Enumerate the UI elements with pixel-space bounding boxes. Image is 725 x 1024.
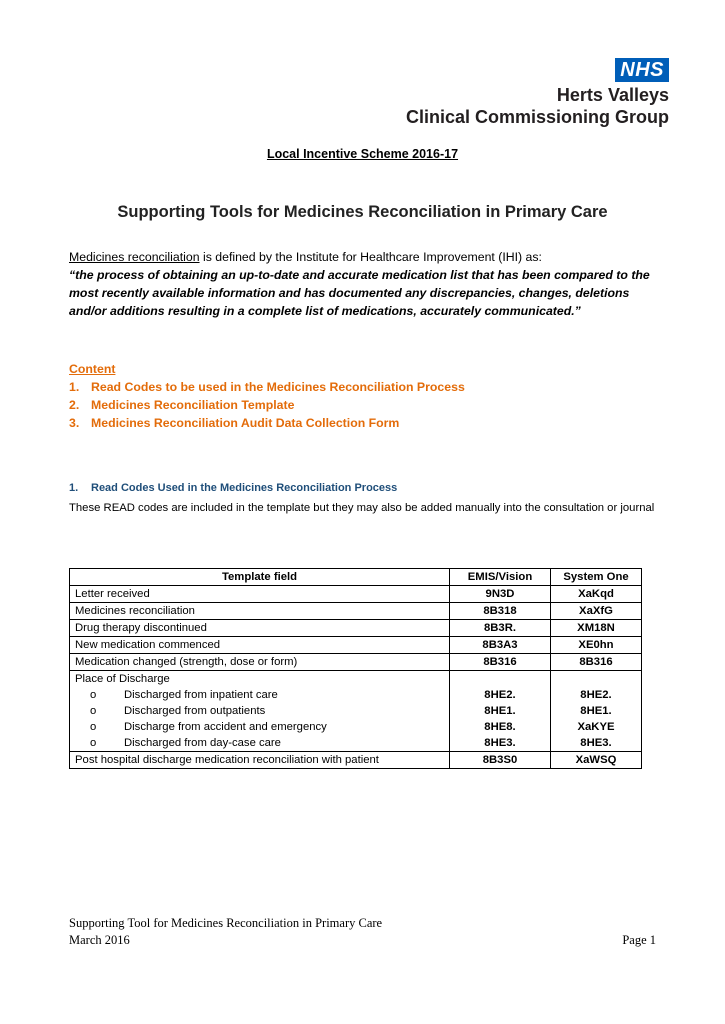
discharge-item: o Discharged from outpatients xyxy=(90,705,266,717)
emis-code-cell: 8B3S0 xyxy=(450,752,551,769)
systemone-code-cell: XaKqd xyxy=(551,586,642,603)
systemone-code-cell: 8B316 xyxy=(551,654,642,671)
field-cell: New medication commenced xyxy=(70,637,450,654)
section-heading: 1. Read Codes Used in the Medicines Reconciliation Process xyxy=(69,482,398,494)
definition-quote: “the process of obtaining an up-to-date and accurate medication list that has been compared to the most recently available information and has documented any discrepancies, changes, deletions and/or additions resulting in a complete list of medications, accurately communicated.” xyxy=(69,268,650,318)
field-cell: Drug therapy discontinued xyxy=(70,620,450,637)
discharge-label: Place of Discharge xyxy=(75,673,170,685)
field-cell: Medication changed (strength, dose or form) xyxy=(70,654,450,671)
table-row-discharge xyxy=(70,671,642,752)
scheme-title: Local Incentive Scheme 2016-17 xyxy=(266,147,459,161)
column-header: EMIS/Vision xyxy=(450,569,551,586)
table-row xyxy=(70,586,642,603)
bullet-icon: o xyxy=(90,689,97,701)
definition-term: Medicines reconciliation xyxy=(69,250,200,264)
page-footer xyxy=(69,915,656,949)
nhs-logo xyxy=(369,58,669,128)
column-header: System One xyxy=(551,569,642,586)
systemone-code-cell: XM18N xyxy=(551,620,642,637)
nhs-logo-badge: NHS xyxy=(615,58,669,82)
systemone-code-cell: XaWSQ xyxy=(551,752,642,769)
contents-item: 3. Medicines Reconciliation Audit Data Collection Form xyxy=(69,416,400,430)
bullet-icon: o xyxy=(90,705,97,717)
org-name-line2: Clinical Commissioning Group xyxy=(405,107,669,127)
table-row xyxy=(70,620,642,637)
table-row xyxy=(70,603,642,620)
section-intro: These READ codes are included in the template but they may also be added manually into the consultation or journal xyxy=(69,502,655,514)
table-header-row xyxy=(70,569,642,586)
definition-paragraph xyxy=(69,248,669,320)
discharge-item: o Discharged from day-case care xyxy=(90,737,281,749)
table-row xyxy=(70,654,642,671)
emis-code-cell: 8B318 xyxy=(450,603,551,620)
field-cell: Post hospital discharge medication reconciliation with patient xyxy=(70,752,450,769)
field-cell: Letter received xyxy=(70,586,450,603)
systemone-code-cell: 8HE2. 8HE1. XaKYE 8HE3. xyxy=(551,671,642,752)
field-cell: Medicines reconciliation xyxy=(70,603,450,620)
emis-code-cell: 8B3A3 xyxy=(450,637,551,654)
page-title: Supporting Tools for Medicines Reconciliation in Primary Care xyxy=(117,203,608,221)
systemone-code-cell: XE0hn xyxy=(551,637,642,654)
org-name-line1: Herts Valleys xyxy=(556,85,669,105)
field-cell xyxy=(70,671,450,752)
footer-date: March 2016 xyxy=(69,933,130,947)
emis-code-cell: 8B316 xyxy=(450,654,551,671)
bullet-icon: o xyxy=(90,737,97,749)
page-number: Page 1 xyxy=(622,933,656,947)
emis-code-cell: 8HE2. 8HE1. 8HE8. 8HE3. xyxy=(450,671,551,752)
discharge-item: o Discharged from inpatient care xyxy=(90,689,278,701)
contents-heading: Content xyxy=(69,362,116,376)
table-row xyxy=(70,752,642,769)
definition-text: is defined by the Institute for Healthcare Improvement (IHI) as: xyxy=(199,250,542,264)
contents-item: 1. Read Codes to be used in the Medicines Reconciliation Process xyxy=(69,380,465,394)
contents-list xyxy=(69,360,669,432)
emis-code-cell: 9N3D xyxy=(450,586,551,603)
bullet-icon: o xyxy=(90,721,97,733)
discharge-item: o Discharge from accident and emergency xyxy=(90,721,327,733)
contents-item: 2. Medicines Reconciliation Template xyxy=(69,398,295,412)
table-row xyxy=(70,637,642,654)
read-codes-table xyxy=(69,568,642,769)
footer-title: Supporting Tool for Medicines Reconciliation in Primary Care xyxy=(69,916,383,930)
systemone-code-cell: XaXfG xyxy=(551,603,642,620)
column-header: Template field xyxy=(70,569,450,586)
emis-code-cell: 8B3R. xyxy=(450,620,551,637)
